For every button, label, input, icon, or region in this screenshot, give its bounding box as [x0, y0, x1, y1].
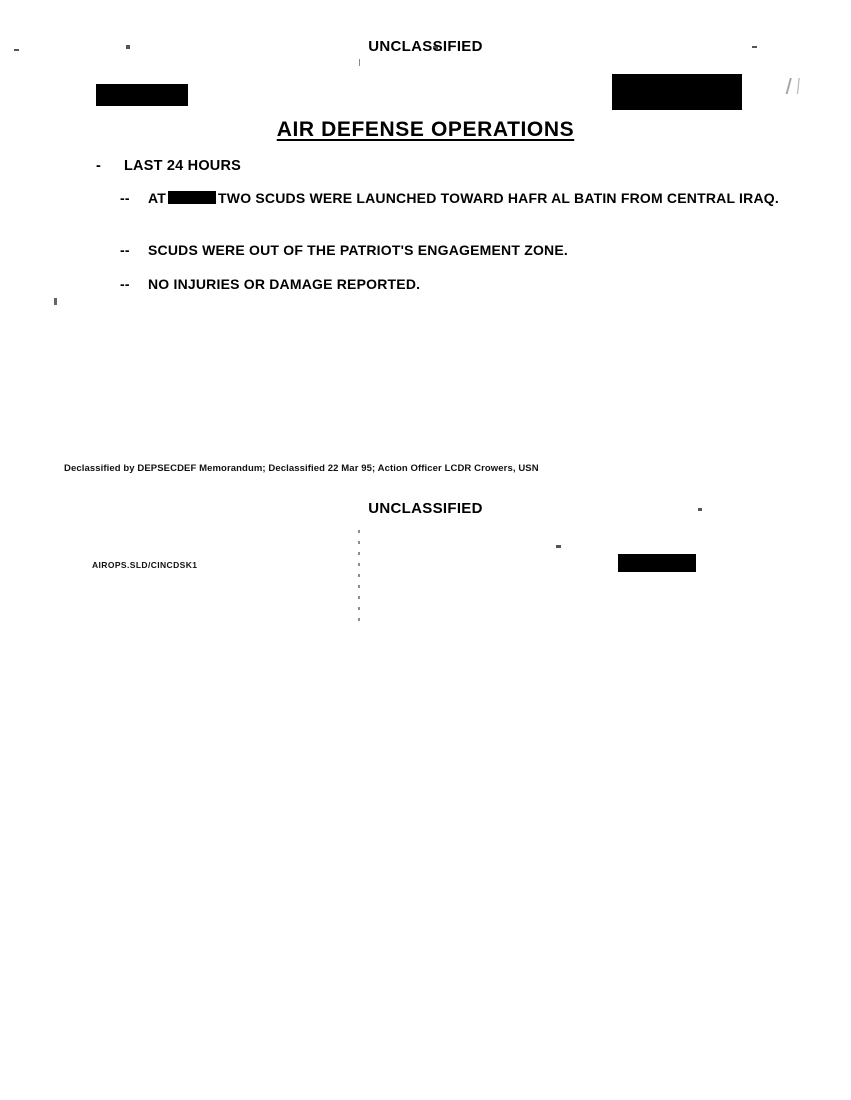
scan-artifact-pencil-mark [760, 78, 820, 94]
scan-artifact-tick [359, 59, 360, 66]
bullet-text-group [148, 188, 788, 208]
declassification-note: Declassified by DEPSECDEF Memorandum; Declassified 22 Mar 95; Action Officer LCDR Crowers, USN [64, 463, 539, 474]
bullet-marker: -- [120, 190, 130, 206]
classification-banner-top: UNCLASSIFIED [368, 38, 483, 55]
redaction-block-top-left [96, 84, 188, 106]
scan-artifact-streak [358, 530, 360, 628]
bullet-engagement-zone [120, 240, 800, 260]
bullet-text-after-redaction: TWO SCUDS WERE LAUNCHED TOWARD HAFR AL BATIN FROM CENTRAL IRAQ. [218, 190, 779, 206]
classification-banner-bottom: UNCLASSIFIED [368, 500, 483, 517]
page-title: AIR DEFENSE OPERATIONS [276, 118, 575, 141]
bullet-last-24-hours [96, 158, 796, 174]
bullet-marker: -- [120, 242, 130, 258]
redaction-block-top-right [612, 74, 742, 110]
scan-artifact-speck [556, 545, 561, 548]
bullet-text: NO INJURIES OR DAMAGE REPORTED. [148, 276, 421, 292]
bullet-text: LAST 24 HOURS [124, 158, 242, 174]
redaction-block-inline-time [168, 191, 216, 204]
bullet-text: SCUDS WERE OUT OF THE PATRIOT'S ENGAGEMENT ZONE. [148, 242, 568, 258]
redaction-block-bottom-right [618, 554, 696, 572]
bullet-scud-launch [120, 188, 800, 208]
bullet-marker: -- [120, 276, 130, 292]
bullet-marker: - [96, 158, 102, 174]
scan-artifact-speck [54, 298, 57, 305]
bullet-no-injuries [120, 274, 800, 294]
slide-identifier: AIROPS.SLD/CINCDSK1 [92, 560, 198, 570]
bullet-text-before-redaction: AT [148, 190, 167, 206]
